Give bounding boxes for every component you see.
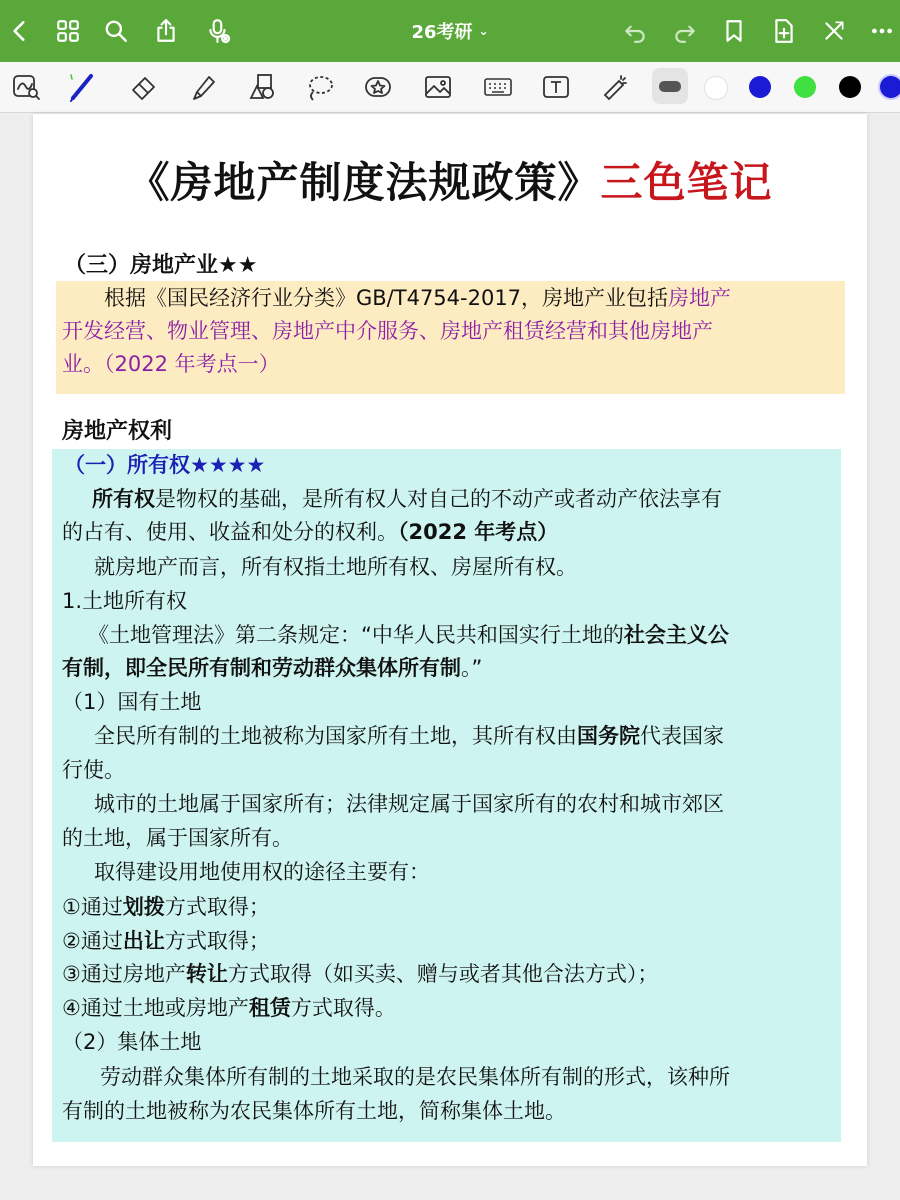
way-4-a: ④通过土地或房地产 (62, 996, 249, 1020)
page-title (0, 150, 900, 210)
bookmark-icon[interactable] (714, 0, 754, 62)
way-3-a: ③通过房地产 (62, 962, 186, 986)
way-1-a: ①通过 (62, 895, 123, 919)
collective-line2: 有制的土地被称为农民集体所有土地，简称集体土地。 (62, 1099, 566, 1123)
land-ownership-heading: 1.土地所有权 (62, 589, 188, 613)
app-bar (0, 0, 900, 62)
law-quote-line2 (62, 654, 482, 682)
shapes-icon[interactable] (240, 62, 284, 112)
state-council-bold: 国务院 (577, 724, 640, 748)
share-icon[interactable] (146, 0, 186, 62)
search-icon[interactable] (96, 0, 136, 62)
law-quote-text: 《土地管理法》第二条规定：“中华人民共和国实行土地的 (88, 623, 624, 647)
color-swatch-green[interactable] (794, 76, 816, 98)
way-4-b: 方式取得。 (290, 996, 396, 1020)
add-page-icon[interactable] (764, 0, 804, 62)
sticker-icon[interactable] (356, 62, 400, 112)
ownership-heading: （一）所有权★★★★ (64, 453, 266, 477)
ownership-p2: 就房地产而言，所有权指土地所有权、房屋所有权。 (94, 555, 577, 579)
grid-view-icon[interactable] (48, 0, 88, 62)
drawing-toolbar (0, 62, 900, 113)
image-icon[interactable] (416, 62, 460, 112)
way-4 (62, 994, 396, 1022)
law-quote-end: 。” (461, 656, 483, 680)
para1-line3: 业。（2022 年考点一） (62, 352, 280, 376)
highlighter-icon[interactable] (182, 62, 226, 112)
color-swatch-blue[interactable] (749, 76, 771, 98)
state-land-heading: （1）国有土地 (62, 690, 202, 714)
notebook-title: 26考研 (411, 22, 473, 43)
collective-line1: 劳动群众集体所有制的土地采取的是农民集体所有制的形式，该种所 (100, 1065, 730, 1089)
lasso-zoom-icon[interactable] (4, 62, 48, 112)
state-land-text: 全民所有制的土地被称为国家所有土地，其所有权由 (94, 724, 577, 748)
back-chevron-icon[interactable] (0, 0, 40, 62)
law-quote-bold-2: 有制，即全民所有制和劳动群众集体所有制 (62, 656, 461, 680)
color-swatch-blue-selected[interactable] (880, 76, 900, 98)
ways-intro: 取得建设用地使用权的途径主要有： (94, 860, 430, 884)
way-3-bold: 转让 (185, 962, 228, 986)
section-heading-real-estate-industry: （三）房地产业★★ (64, 253, 258, 278)
chevron-down-icon: ⌄ (478, 24, 489, 38)
color-swatch-gray (659, 81, 681, 92)
color-swatch-white[interactable] (704, 76, 728, 100)
way-1 (62, 893, 270, 921)
way-1-b: 方式取得； (164, 895, 270, 919)
state-land-text-2: 代表国家 (640, 724, 724, 748)
way-2 (62, 927, 270, 955)
para1-line2: 开发经营、物业管理、房地产中介服务、房地产租赁经营和其他房地产 (62, 319, 713, 343)
law-quote-bold: 社会主义公 (623, 623, 729, 647)
pen-icon[interactable] (60, 62, 104, 112)
notebook-title-menu[interactable] (380, 0, 520, 62)
eraser-icon[interactable] (122, 62, 166, 112)
way-3 (62, 960, 658, 988)
para1-line1 (62, 284, 731, 312)
ownership-def: 是物权的基础，是所有权人对自己的不动产或者动产依法享有 (155, 487, 722, 511)
way-4-bold: 租赁 (248, 996, 291, 1020)
collective-land-heading: （2）集体土地 (62, 1030, 202, 1054)
way-3-b: 方式取得（如买卖、赠与或者其他合法方式）； (227, 962, 659, 986)
way-2-bold: 出让 (122, 929, 165, 953)
ownership-def-2: 的占有、使用、收益和处分的权利。 (62, 520, 398, 544)
title-red: 三色笔记 (600, 158, 773, 207)
undo-icon[interactable] (615, 0, 655, 62)
lasso-icon[interactable] (298, 62, 342, 112)
state-land-p2-line1: 城市的土地属于国家所有；法律规定属于国家所有的农村和城市郊区 (94, 792, 724, 816)
law-quote-line1 (88, 621, 729, 649)
state-land-p1-line2: 行使。 (62, 758, 125, 782)
laser-pointer-icon[interactable] (592, 62, 636, 112)
section-heading-rights: 房地产权利 (62, 419, 173, 444)
close-pen-mode-icon[interactable] (814, 0, 854, 62)
ownership-term: 所有权 (92, 487, 155, 511)
way-2-b: 方式取得； (164, 929, 270, 953)
way-1-bold: 划拨 (122, 895, 165, 919)
ownership-p1-line2 (62, 518, 558, 546)
state-land-p1-line1 (94, 722, 724, 750)
microphone-off-icon[interactable] (198, 0, 238, 62)
exam-point-badge: （2022 年考点） (398, 520, 559, 544)
ownership-p1-line1 (92, 485, 722, 513)
color-swatch-black[interactable] (839, 76, 861, 98)
more-options-icon[interactable] (862, 0, 900, 62)
para1-text: 根据《国民经济行业分类》GB/T4754-2017，房地产业包括 (62, 286, 669, 310)
title-main: 《房地产制度法规政策》 (127, 158, 601, 207)
redo-icon[interactable] (665, 0, 705, 62)
keyboard-icon[interactable] (476, 62, 520, 112)
para1-highlight: 房地产 (668, 286, 732, 310)
way-2-a: ②通过 (62, 929, 123, 953)
state-land-p2-line2: 的土地，属于国家所有。 (62, 826, 293, 850)
text-box-icon[interactable] (534, 62, 578, 112)
selected-color-slot[interactable] (652, 68, 688, 104)
